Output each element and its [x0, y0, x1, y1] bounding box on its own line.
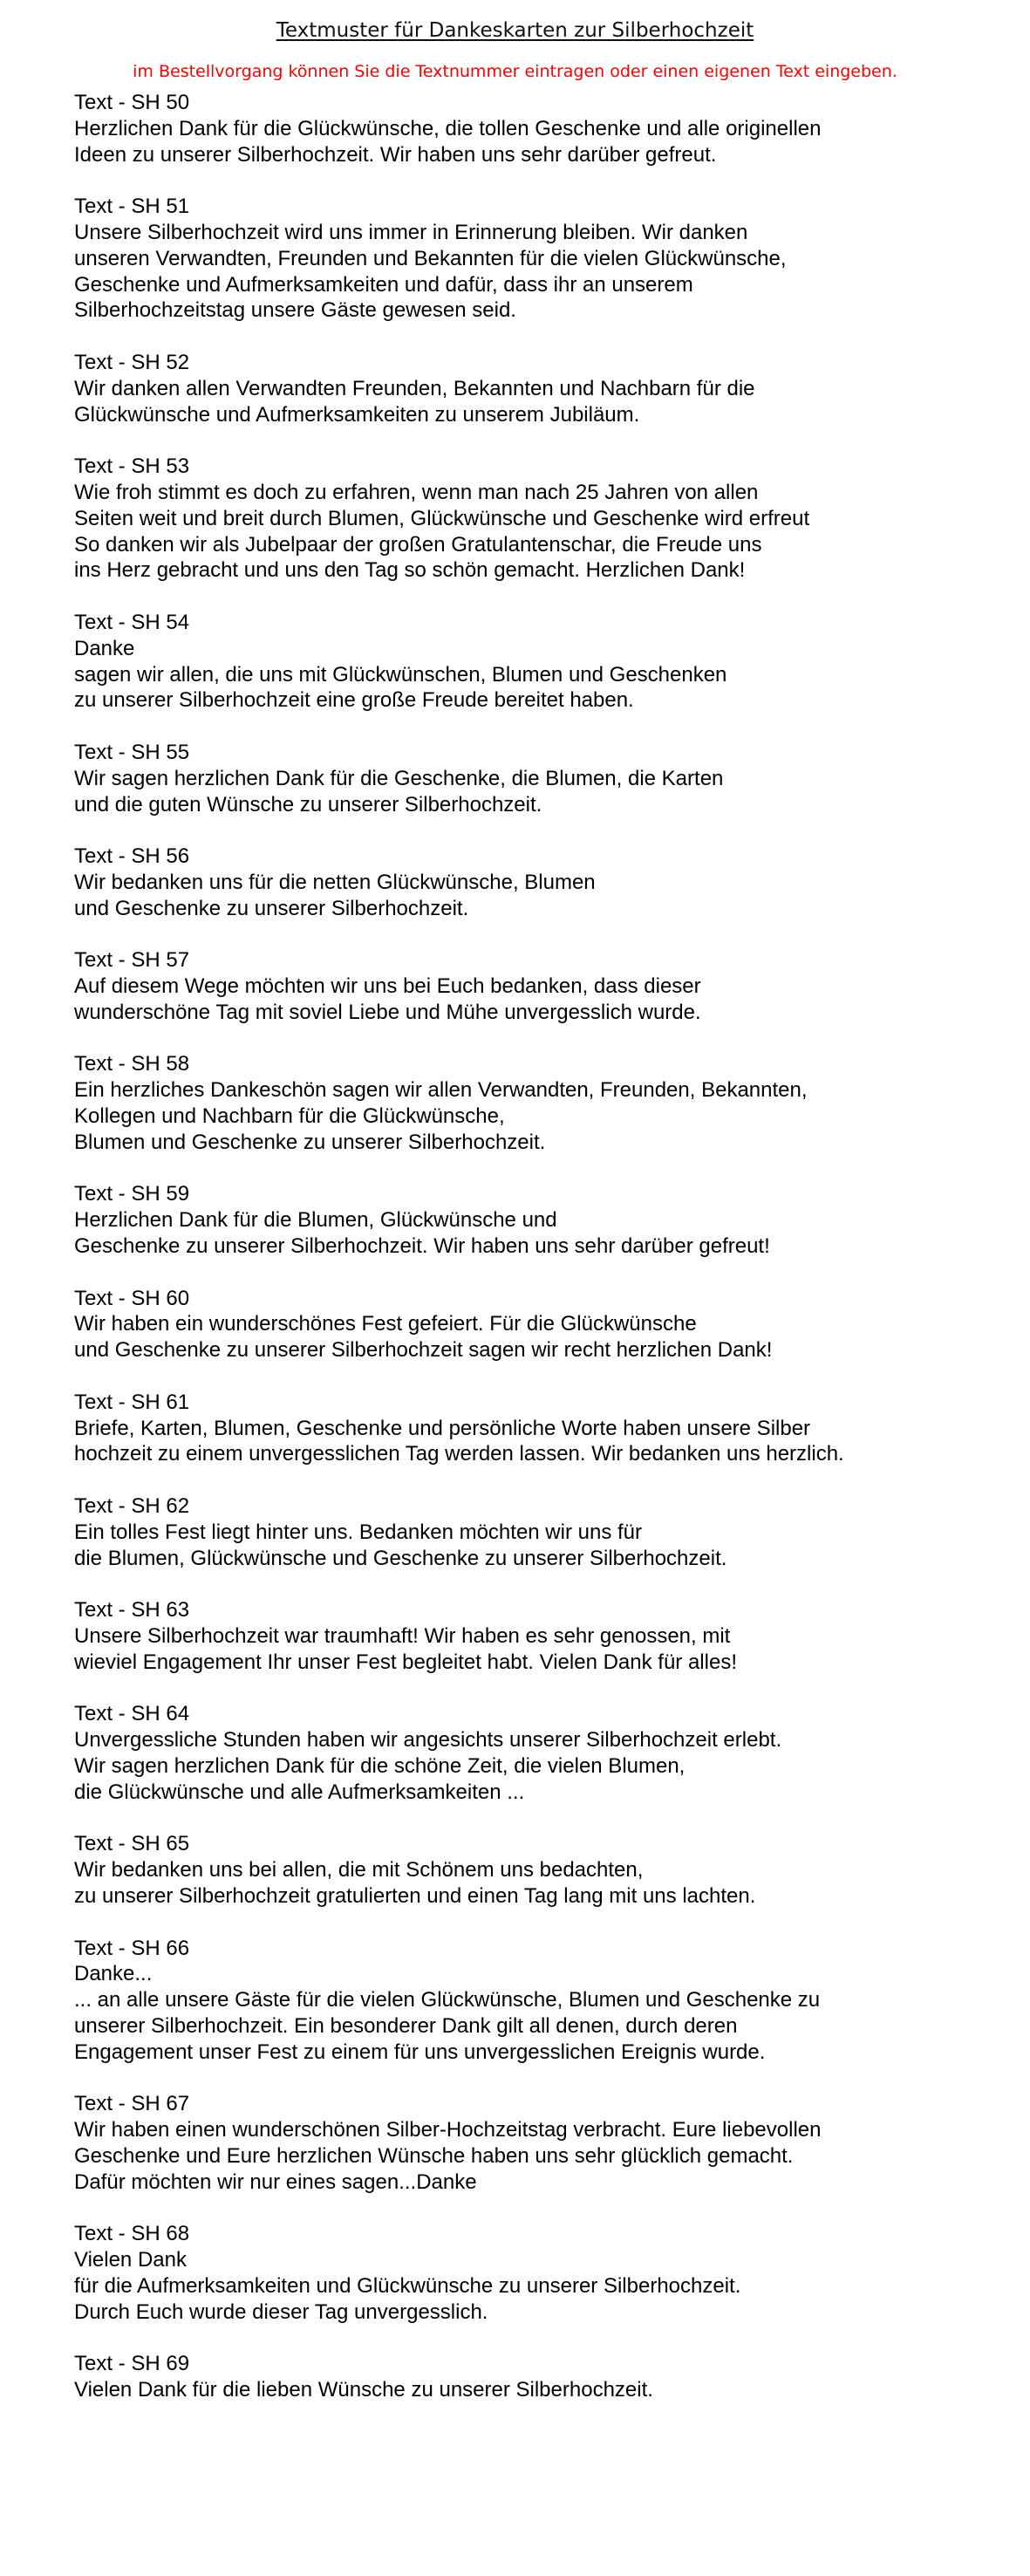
text-sample-line: Ein tolles Fest liegt hinter uns. Bedanken möchten wir uns für	[74, 1520, 642, 1544]
text-sample-line: die Glückwünsche und alle Aufmerksamkeiten ...	[74, 1780, 525, 1804]
text-sample-heading: Text - SH 58	[74, 1052, 190, 1076]
text-sample-line: hochzeit zu einem unvergesslichen Tag werden lassen. Wir bedanken uns herzlich.	[74, 1442, 844, 1466]
text-sample-heading: Text - SH 54	[74, 610, 190, 634]
text-sample-line: unserer Silberhochzeit. Ein besonderer Dank gilt all denen, durch deren	[74, 2013, 738, 2038]
text-sample-line: Kollegen und Nachbarn für die Glückwünsche,	[74, 1104, 505, 1129]
text-sample-heading: Text - SH 61	[74, 1390, 190, 1414]
text-sample-line: für die Aufmerksamkeiten und Glückwünsche zu unserer Silberhochzeit.	[74, 2273, 741, 2298]
text-sample	[74, 610, 999, 714]
text-sample-heading: Text - SH 57	[74, 948, 190, 973]
text-sample	[74, 1051, 999, 1155]
text-sample-line: Ideen zu unserer Silberhochzeit. Wir haben uns sehr darüber gefreut.	[74, 142, 717, 167]
text-sample-line: Unvergessliche Stunden haben wir angesichts unserer Silberhochzeit erlebt.	[74, 1728, 782, 1753]
text-sample-heading: Text - SH 59	[74, 1182, 190, 1206]
text-sample-line: Blumen und Geschenke zu unserer Silberhochzeit.	[74, 1130, 546, 1154]
text-sample-heading: Text - SH 60	[74, 1286, 190, 1310]
text-sample-heading: Text - SH 68	[74, 2222, 190, 2246]
text-sample-line: Wir haben ein wunderschönes Fest gefeiert. Für die Glückwünsche	[74, 1312, 697, 1336]
text-sample	[74, 947, 999, 1025]
text-sample-line: Wir sagen herzlichen Dank für die schöne Zeit, die vielen Blumen,	[74, 1754, 686, 1778]
text-sample-line: und die guten Wünsche zu unserer Silberhochzeit.	[74, 792, 542, 817]
text-sample	[74, 1181, 999, 1259]
text-sample-line: Danke	[74, 636, 135, 660]
text-sample-line: und Geschenke zu unserer Silberhochzeit sagen wir recht herzlichen Dank!	[74, 1338, 773, 1363]
text-sample-line: Ein herzliches Dankeschön sagen wir allen Verwandten, Freunden, Bekannten,	[74, 1078, 808, 1103]
text-sample-line: Dafür möchten wir nur eines sagen...Danke	[74, 2169, 477, 2194]
text-sample-line: Vielen Dank für die lieben Wünsche zu unserer Silberhochzeit.	[74, 2378, 653, 2402]
text-sample-line: Unsere Silberhochzeit war traumhaft! Wir haben es sehr genossen, mit	[74, 1624, 731, 1649]
text-sample-heading: Text - SH 52	[74, 350, 190, 374]
text-sample-line: Geschenke und Eure herzlichen Wünsche haben uns sehr glücklich gemacht.	[74, 2143, 794, 2168]
text-sample-line: und Geschenke zu unserer Silberhochzeit.	[74, 896, 469, 920]
text-sample	[74, 2091, 999, 2195]
text-sample-heading: Text - SH 56	[74, 844, 190, 869]
text-sample-line: wunderschöne Tag mit soviel Liebe und Mühe unvergesslich wurde.	[74, 1000, 701, 1024]
text-sample-line: Auf diesem Wege möchten wir uns bei Euch bedanken, dass dieser	[74, 974, 701, 999]
text-sample	[74, 350, 999, 427]
text-sample	[74, 1597, 999, 1675]
text-sample-line: Unsere Silberhochzeit wird uns immer in Erinnerung bleiben. Wir danken	[74, 220, 748, 244]
text-sample-line: Durch Euch wurde dieser Tag unvergesslich.	[74, 2299, 488, 2324]
text-sample-line: Geschenke und Aufmerksamkeiten und dafür, dass ihr an unserem	[74, 272, 693, 297]
text-sample-line: die Blumen, Glückwünsche und Geschenke zu unserer Silberhochzeit.	[74, 1546, 727, 1570]
text-sample-line: Geschenke zu unserer Silberhochzeit. Wir haben uns sehr darüber gefreut!	[74, 1234, 770, 1259]
text-sample	[74, 1286, 999, 1363]
text-sample-line: Silberhochzeitstag unsere Gäste gewesen seid.	[74, 298, 516, 323]
text-sample-line: Vielen Dank	[74, 2248, 187, 2272]
text-sample-line: wieviel Engagement Ihr unser Fest begleitet habt. Vielen Dank für alles!	[74, 1650, 737, 1674]
text-sample-heading: Text - SH 69	[74, 2352, 190, 2376]
text-sample-line: Wir sagen herzlichen Dank für die Geschenke, die Blumen, die Karten	[74, 766, 724, 790]
text-sample-heading: Text - SH 66	[74, 1936, 190, 1960]
text-sample-line: zu unserer Silberhochzeit eine große Freude bereitet haben.	[74, 688, 634, 713]
text-sample	[74, 1390, 999, 1467]
text-sample-heading: Text - SH 65	[74, 1832, 190, 1856]
text-sample-line: Briefe, Karten, Blumen, Geschenke und persönliche Worte haben unsere Silber	[74, 1416, 811, 1440]
text-sample-line: Wie froh stimmt es doch zu erfahren, wenn man nach 25 Jahren von allen	[74, 480, 759, 504]
text-sample-heading: Text - SH 64	[74, 1702, 190, 1726]
text-sample-heading: Text - SH 53	[74, 454, 190, 479]
text-sample	[74, 90, 999, 167]
text-sample-line: Glückwünsche und Aufmerksamkeiten zu unserem Jubiläum.	[74, 402, 640, 427]
text-sample-heading: Text - SH 67	[74, 2092, 190, 2116]
text-sample-line: Wir danken allen Verwandten Freunden, Bekannten und Nachbarn für die	[74, 376, 755, 400]
text-sample	[74, 844, 999, 921]
text-sample-line: ins Herz gebracht und uns den Tag so schön gemacht. Herzlichen Dank!	[74, 558, 746, 583]
text-sample	[74, 1701, 999, 1805]
order-notice: im Bestellvorgang können Sie die Textnummer eintragen oder einen eigenen Text eingeben.	[133, 62, 897, 81]
text-sample-heading: Text - SH 55	[74, 740, 190, 764]
text-sample-heading: Text - SH 63	[74, 1598, 190, 1623]
text-sample	[74, 1493, 999, 1571]
text-sample-heading: Text - SH 62	[74, 1494, 190, 1519]
text-sample-line: So danken wir als Jubelpaar der großen Gratulantenschar, die Freude uns	[74, 532, 762, 557]
text-sample	[74, 2221, 999, 2325]
text-sample-line: zu unserer Silberhochzeit gratulierten und einen Tag lang mit uns lachten.	[74, 1883, 756, 1908]
text-sample	[74, 454, 999, 584]
text-sample-line: Wir haben einen wunderschönen Silber-Hochzeitstag verbracht. Eure liebevollen	[74, 2118, 822, 2142]
text-sample-line: Seiten weit und breit durch Blumen, Glückwünsche und Geschenke wird erfreut	[74, 506, 810, 530]
text-sample-heading: Text - SH 50	[74, 91, 190, 114]
text-sample	[74, 1831, 999, 1909]
text-sample-line: ... an alle unsere Gäste für die vielen Glückwünsche, Blumen und Geschenke zu	[74, 1988, 821, 2012]
text-sample-line: Engagement unser Fest zu einem für uns unvergesslichen Ereignis wurde.	[74, 2040, 766, 2064]
text-sample-heading: Text - SH 51	[74, 195, 190, 219]
page-title	[0, 17, 1030, 44]
text-sample	[74, 2351, 999, 2403]
text-sample-list	[74, 90, 999, 2429]
text-sample-line: Herzlichen Dank für die Blumen, Glückwünsche und	[74, 1208, 557, 1233]
page-title-text: Textmuster für Dankeskarten zur Silberhochzeit	[276, 19, 754, 42]
text-sample-line: Herzlichen Dank für die Glückwünsche, die tollen Geschenke und alle originellen	[74, 116, 822, 140]
text-sample	[74, 740, 999, 817]
text-sample-line: Danke...	[74, 1962, 153, 1986]
text-sample-line: sagen wir allen, die uns mit Glückwünschen, Blumen und Geschenken	[74, 662, 727, 687]
text-sample-line: Wir bedanken uns für die netten Glückwünsche, Blumen	[74, 870, 596, 894]
text-sample	[74, 1936, 999, 2066]
text-sample-line: Wir bedanken uns bei allen, die mit Schönem uns bedachten,	[74, 1858, 644, 1882]
text-sample-line: unseren Verwandten, Freunden und Bekannten für die vielen Glückwünsche,	[74, 246, 787, 270]
text-sample	[74, 194, 999, 324]
